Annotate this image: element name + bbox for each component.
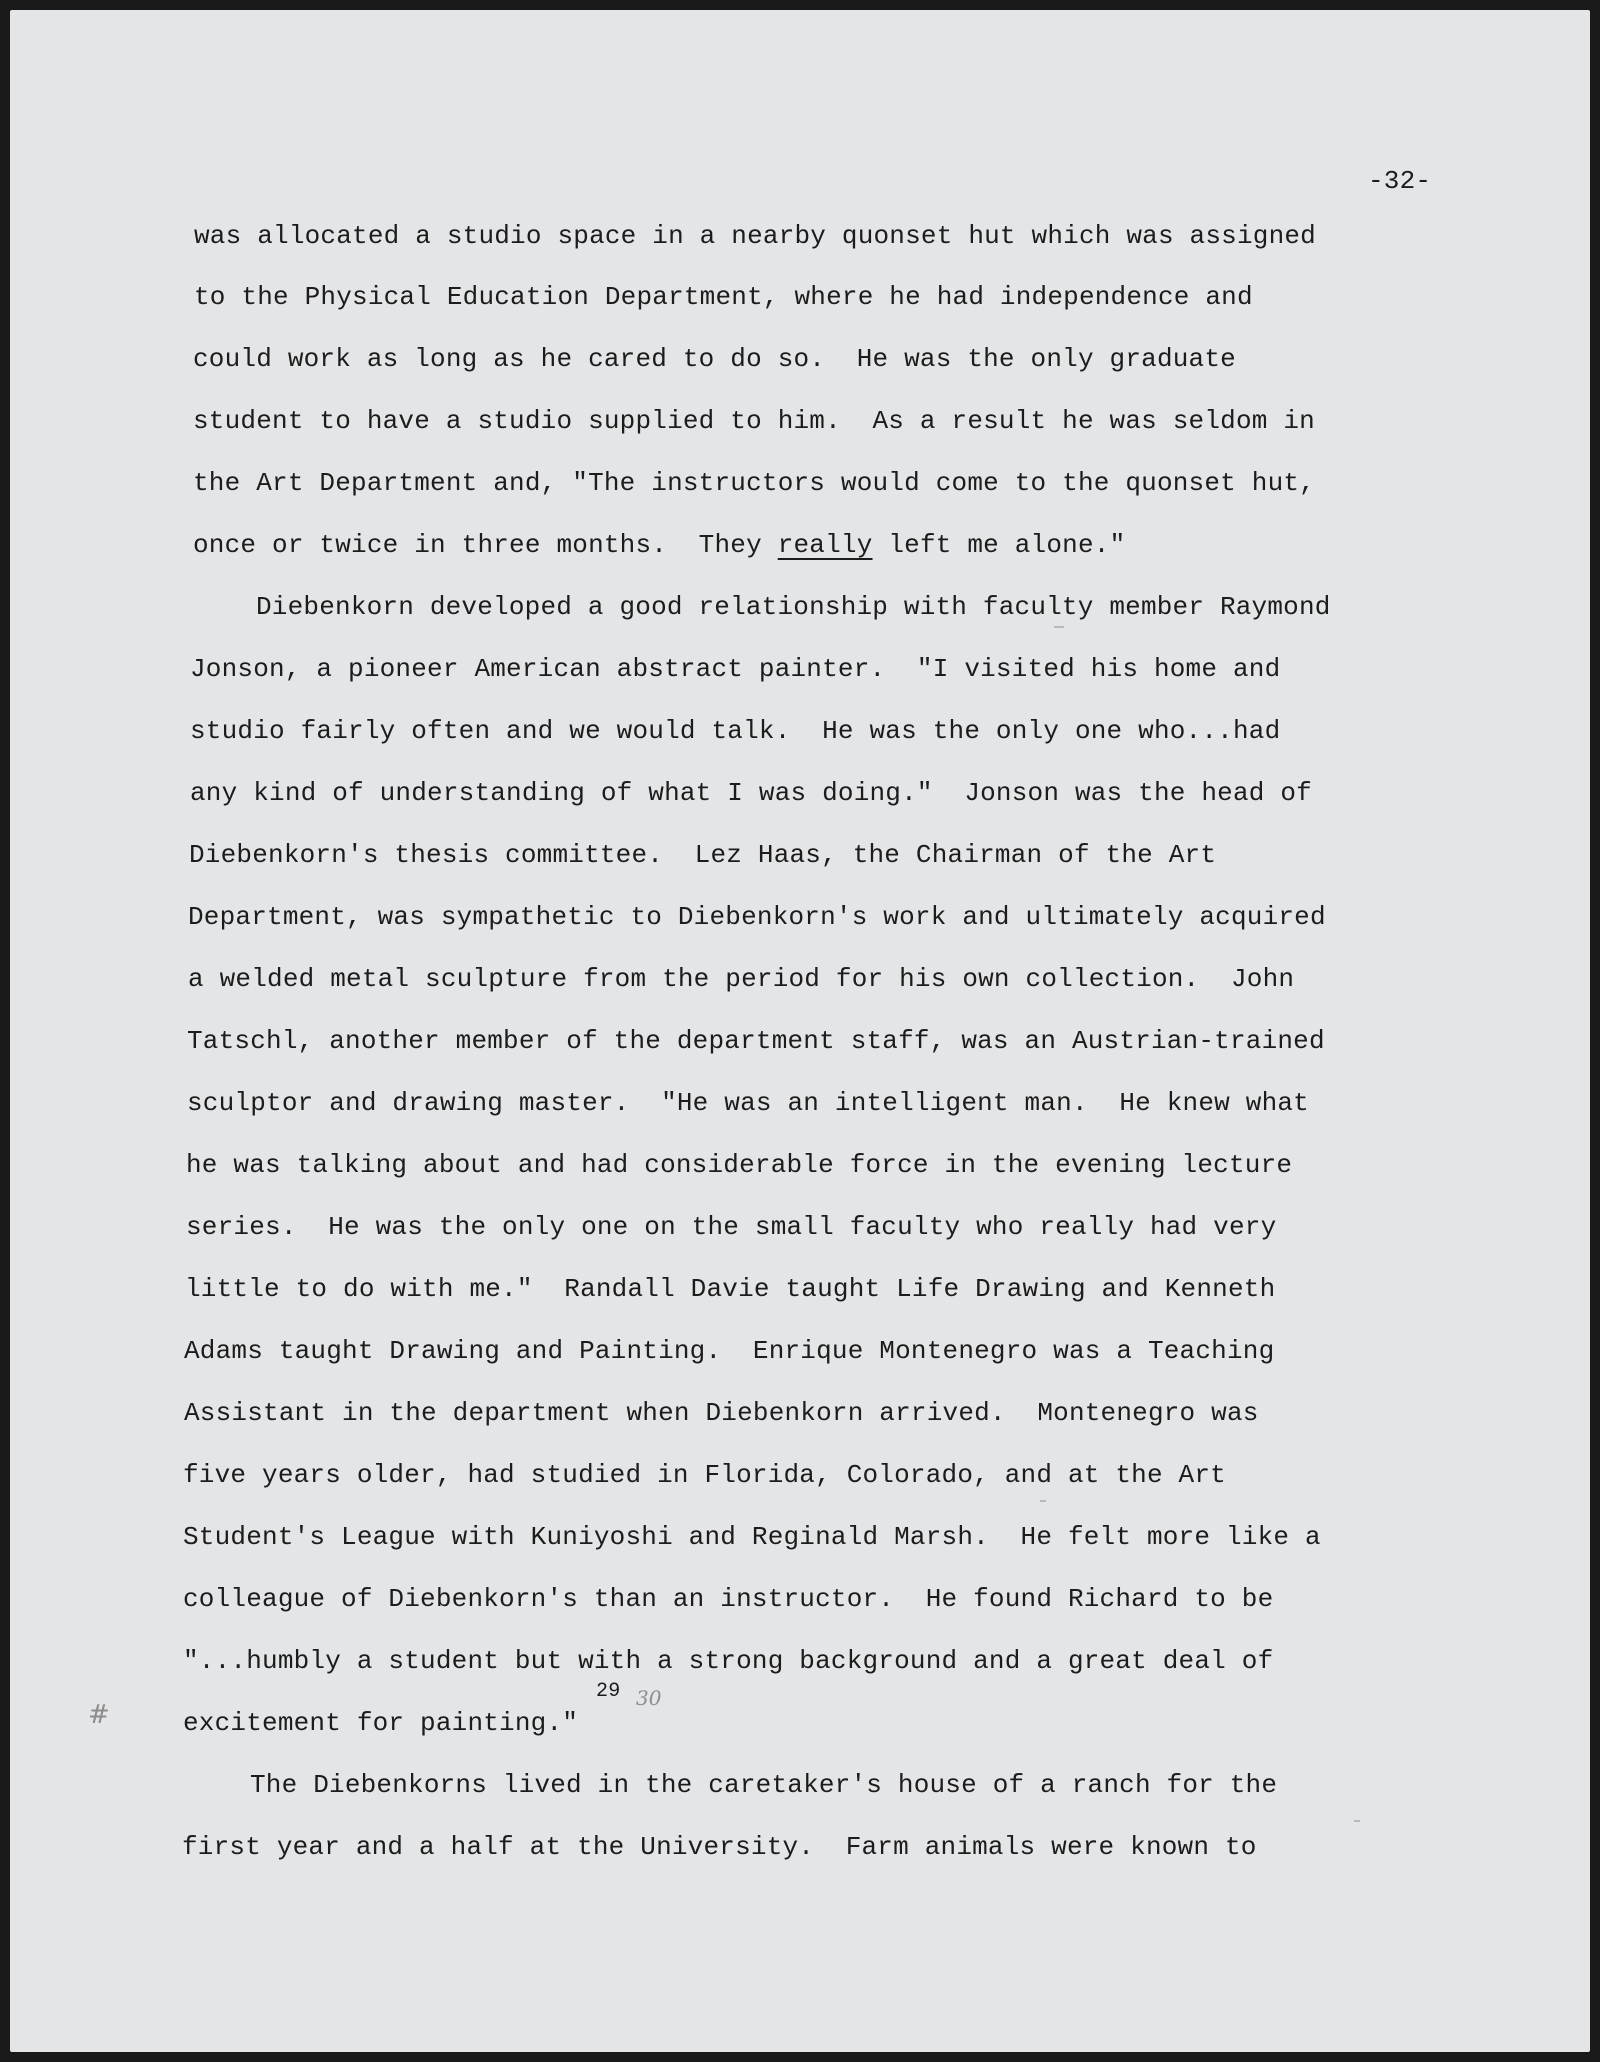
paragraph-start-line: The Diebenkorns lived in the caretaker's house of a ranch for the — [250, 1770, 1278, 1800]
paper-speck — [1054, 626, 1064, 628]
text-line: Tatschl, another member of the department staff, was an Austrian-trained — [187, 1026, 1325, 1056]
text-run: once or twice in three months. They — [193, 530, 778, 560]
text-line — [193, 530, 1125, 560]
text-line: Diebenkorn's thesis committee. Lez Haas, the Chairman of the Art — [189, 840, 1217, 870]
text-line: the Art Department and, "The instructors would come to the quonset hut, — [193, 468, 1315, 498]
text-line: little to do with me." Randall Davie taught Life Drawing and Kenneth — [185, 1274, 1276, 1304]
paper-speck — [1040, 1500, 1046, 1502]
body-text — [10, 10, 1590, 2052]
text-line: any kind of understanding of what I was doing." Jonson was the head of — [190, 778, 1312, 808]
text-line: Adams taught Drawing and Painting. Enrique Montenegro was a Teaching — [184, 1336, 1275, 1366]
text-line: to the Physical Education Department, where he had independence and — [194, 282, 1253, 312]
paper-speck — [1354, 1820, 1360, 1822]
text-line: student to have a studio supplied to him. As a result he was seldom in — [193, 406, 1315, 436]
text-line: Jonson, a pioneer American abstract painter. "I visited his home and — [190, 654, 1281, 684]
text-line: "...humbly a student but with a strong background and a great deal of — [183, 1646, 1274, 1676]
text-line: colleague of Diebenkorn's than an instructor. He found Richard to be — [183, 1584, 1274, 1614]
text-line: he was talking about and had considerable force in the evening lecture — [186, 1150, 1293, 1180]
paragraph-start-line: Diebenkorn developed a good relationship with faculty member Raymond — [256, 592, 1331, 622]
text-line: excitement for painting." — [183, 1708, 579, 1738]
text-line: Student's League with Kuniyoshi and Reginald Marsh. He felt more like a — [183, 1522, 1321, 1552]
text-line: was allocated a studio space in a nearby quonset hut which was assigned — [194, 221, 1316, 251]
text-line: Assistant in the department when Diebenkorn arrived. Montenegro was — [184, 1398, 1259, 1428]
handwritten-mark: 30 — [636, 1686, 662, 1710]
text-run: left me alone." — [872, 530, 1126, 560]
document-page — [10, 10, 1590, 2052]
text-line: Department, was sympathetic to Diebenkorn's work and ultimately acquired — [188, 902, 1326, 932]
text-line: studio fairly often and we would talk. He was the only one who...had — [190, 716, 1281, 746]
page-number: -32- — [1368, 166, 1432, 196]
text-line: a welded metal sculpture from the period for his own collection. John — [188, 964, 1295, 994]
footnote-reference: 29 — [596, 1680, 621, 1703]
text-line: sculptor and drawing master. "He was an intelligent man. He knew what — [187, 1088, 1309, 1118]
text-line: five years older, had studied in Florida, Colorado, and at the Art — [183, 1460, 1226, 1490]
text-line: could work as long as he cared to do so. He was the only graduate — [193, 344, 1236, 374]
underlined-word: really — [777, 530, 873, 560]
text-line: first year and a half at the University. Farm animals were known to — [182, 1832, 1257, 1862]
text-line: series. He was the only one on the small faculty who really had very — [186, 1212, 1277, 1242]
handwritten-mark: # — [88, 1700, 110, 1730]
